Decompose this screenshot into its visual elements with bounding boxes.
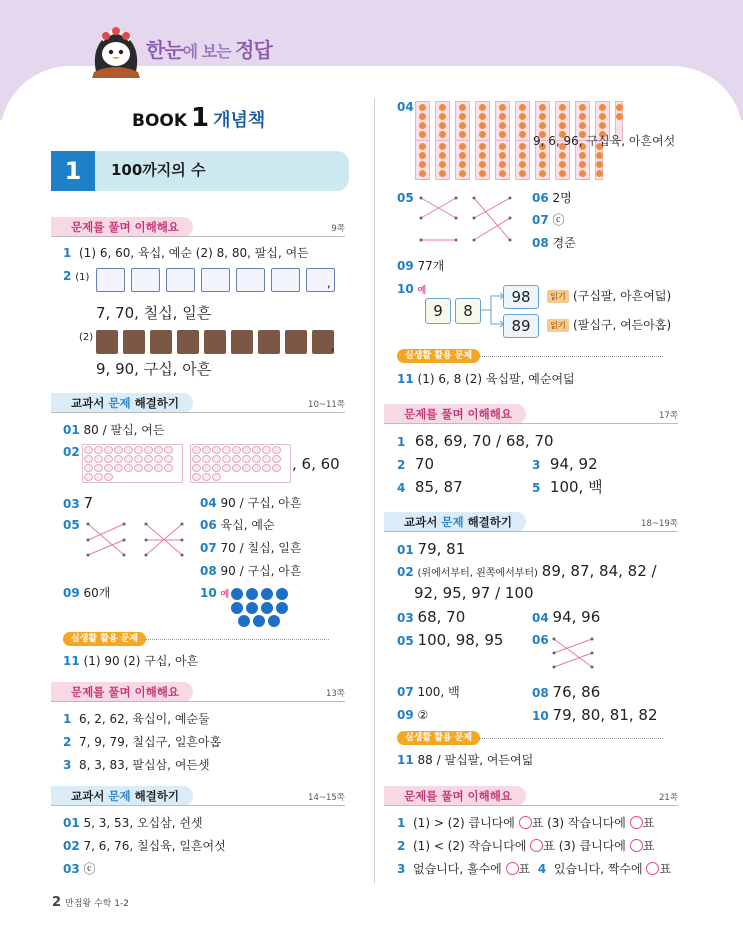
tally-boxes [96, 268, 335, 292]
chapter-title: 100까지의 수 [111, 161, 206, 179]
answer-item: 1 6, 2, 62, 육십이, 예순둘 [63, 712, 210, 726]
section-header: 문제를 풀며 이해해요 17쪽 [384, 404, 678, 424]
answer-item: 05 100, 98, 95 [397, 631, 504, 649]
answer-item: 4 85, 87 [397, 478, 463, 496]
reading-text: (구십팔, 아흔여덟) [573, 289, 672, 303]
circle-mark-icon [646, 862, 659, 875]
answer-text: 7, 70, 칠십, 일흔 [96, 304, 212, 322]
answer-item: 01 5, 3, 53, 오십삼, 쉰셋 [63, 816, 203, 830]
answer-item: 10 예 [200, 586, 230, 600]
answer-item: 02 (위에서부터, 왼쪽에서부터) 89, 87, 84, 82 / [397, 562, 657, 580]
answer-item: 06 육십, 예순 [200, 518, 275, 532]
matching-lines [552, 637, 596, 671]
answer-item: 10 예 [397, 282, 427, 296]
circle-mark-icon [630, 816, 643, 829]
answer-label: (2) [79, 332, 94, 343]
answer-item: 04 94, 96 [532, 608, 601, 626]
chapter-number: 1 [51, 151, 95, 191]
book-title: BOOK 1 개념책 [132, 103, 266, 133]
answer-text: , 6, 60 [292, 455, 340, 473]
answer-item: 07 100, 백 [397, 685, 460, 699]
section-header: 교과서 문제 해결하기 18~19쪽 [384, 512, 678, 532]
answer-item: 5 100, 백 [532, 478, 603, 496]
matching-lines [84, 520, 194, 572]
answer-item: 04 90 / 구십, 아흔 [200, 496, 302, 510]
answer-item: 11 88 / 팔십팔, 여든여덟 [397, 753, 534, 767]
reading-text: (팔십구, 여든아홉) [573, 318, 672, 332]
section-header: 문제를 풀며 이해해요 21쪽 [384, 786, 678, 806]
answer-item: 01 80 / 팔십, 여든 [63, 423, 165, 437]
real-life-header: 실생활 활용 문제 [397, 349, 663, 363]
answer-item: 09 60개 [63, 586, 111, 600]
section-header: 교과서 문제 해결하기 10~11쪽 [51, 393, 345, 413]
egg-tray [190, 444, 291, 483]
answer-text: 9, 90, 구십, 아흔 [96, 360, 212, 378]
penguin-mascot-icon [88, 22, 144, 80]
circle-mark-icon [506, 862, 519, 875]
number-card-98: 98 [503, 285, 539, 309]
circle-mark-icon [630, 839, 643, 852]
page-footer: 2 만점왕 수학 1-2 [52, 895, 129, 910]
answer-item: 02 7, 6, 76, 칠십육, 일흔여섯 [63, 839, 226, 853]
answer-item: 2 7, 9, 79, 칠십구, 일흔아홉 [63, 735, 222, 749]
answer-item: 10 79, 80, 81, 82 [532, 706, 658, 724]
answer-item: 08 76, 86 [532, 683, 601, 701]
answer-item: 07 70 / 칠십, 일흔 [200, 541, 302, 555]
circle-mark-icon [530, 839, 543, 852]
answer-item: 11 (1) 90 (2) 구십, 아흔 [63, 654, 199, 668]
answer-item: 1 (1) > (2) 큽니다에 표 (3) 작습니다에 표 [397, 816, 655, 830]
answer-item: 3 없습니다, 홀수에 표 4 있습니다, 짝수에 표 [397, 862, 672, 876]
answer-item: 03 68, 70 [397, 608, 466, 626]
answer-item: 2 (1) < (2) 작습니다에 표 (3) 큽니다에 표 [397, 839, 655, 853]
matching-lines [418, 194, 518, 244]
answer-item: 08 경준 [532, 236, 576, 250]
comma: , [327, 276, 331, 290]
answer-item: 1 (1) 6, 60, 육십, 예순 (2) 8, 80, 팔십, 여든 [63, 246, 309, 260]
read-badge: 읽기 [547, 290, 569, 303]
chapter-header [51, 151, 349, 191]
circle-mark-icon [519, 816, 532, 829]
answer-item: 09 77개 [397, 259, 445, 273]
answer-item: 05 [63, 518, 80, 532]
answer-item: 06 2명 [532, 191, 572, 205]
digit-card: 9 [425, 298, 451, 324]
column-divider [374, 98, 375, 883]
answer-item: 09 ② [397, 708, 429, 722]
real-life-header: 실생활 활용 문제 [397, 731, 663, 745]
number-card-89: 89 [503, 314, 539, 338]
answer-item: 3 94, 92 [532, 455, 598, 473]
answer-item: 05 [397, 191, 414, 205]
comma: , [331, 339, 335, 353]
answer-item: 2 70 [397, 455, 434, 473]
answer-text: 9, 6, 96, 구십육, 아흔여섯 [533, 134, 676, 148]
real-life-header: 실생활 활용 문제 [63, 632, 329, 646]
answer-item: 3 8, 3, 83, 팔십삼, 여든셋 [63, 758, 210, 772]
answer-item: 06 [532, 633, 549, 647]
answer-item: 03 7 [63, 494, 94, 512]
answer-item: 11 (1) 6, 8 (2) 육십팔, 예순여덟 [397, 372, 575, 386]
digit-card: 8 [455, 298, 481, 324]
answer-item: 1 68, 69, 70 / 68, 70 [397, 432, 554, 450]
answer-item: 08 90 / 구십, 아흔 [200, 564, 302, 578]
bundle-boxes [96, 330, 334, 354]
answer-text: 92, 95, 97 / 100 [414, 584, 534, 602]
answer-item: 07 ⓒ [532, 213, 565, 227]
answer-item: 04 [397, 100, 414, 114]
answer-item: 02 [63, 445, 80, 459]
answer-item: 2 (1) [63, 269, 90, 283]
page-sheet [0, 66, 743, 946]
answer-item: 03 ⓒ [63, 862, 96, 876]
read-badge: 읽기 [547, 319, 569, 332]
egg-tray [82, 444, 183, 483]
answer-item: 01 79, 81 [397, 540, 466, 558]
section-header: 문제를 풀며 이해해요 13쪽 [51, 682, 345, 702]
section-header: 문제를 풀며 이해해요 9쪽 [51, 217, 345, 237]
banner-title: 한눈에 보는 정답 [146, 38, 272, 62]
section-header: 교과서 문제 해결하기 14~15쪽 [51, 786, 345, 806]
